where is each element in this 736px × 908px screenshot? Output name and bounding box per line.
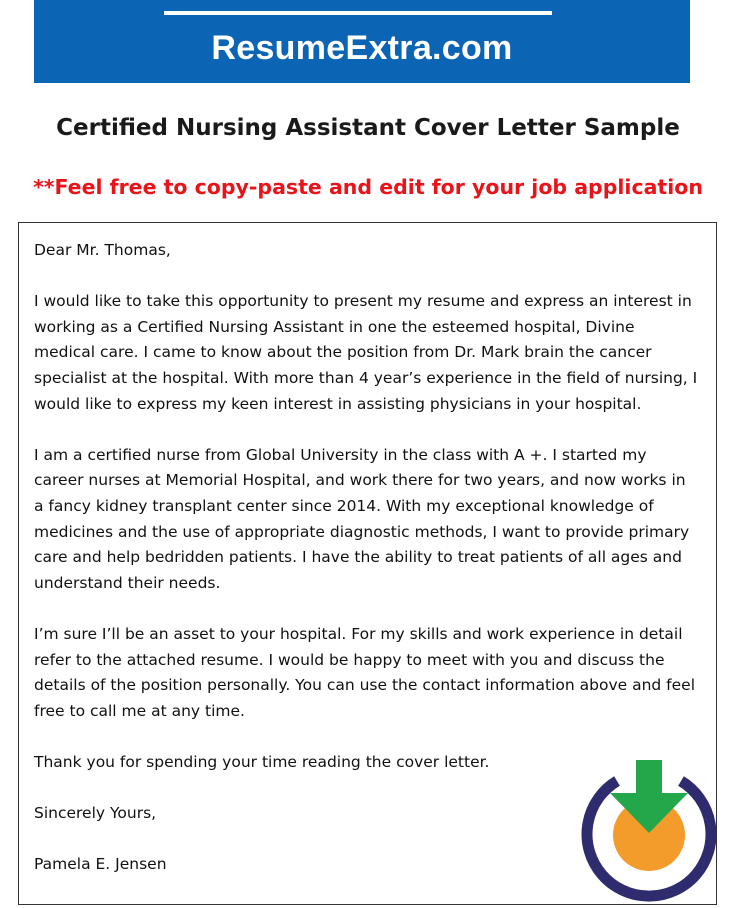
letter-closing: Sincerely Yours, [34,804,157,823]
letter-signature: Pamela E. Jensen [34,855,167,874]
page-subtitle: **Feel free to copy-paste and edit for your job application [33,175,703,199]
banner-divider [164,11,552,15]
page-title: Certified Nursing Assistant Cover Letter Sample [56,115,680,141]
letter-paragraph-3: I’m sure I’ll be an asset to your hospital. For my skills and work experience in detail refer to the attached resume. I would be happy to meet with you and discuss the details of the position personally. You can use the contact information above and feel free to call me at any time. [34,624,696,720]
download-icon[interactable] [581,757,717,905]
brand-banner [34,0,690,83]
brand-logo-text: ResumeExtra.com [211,29,513,67]
letter-paragraph-2: I am a certified nurse from Global University in the class with A +. I started my career nurses at Memorial Hospital, and work there for two years, and now works in a fancy kidney transplant center since 2014. With my exceptional knowledge of medicines and the use of appropriate diagnostic methods, I want to provide primary care and help bedridden patients. I have the ability to treat patients of all ages and understand their needs. [34,445,690,592]
letter-paragraph-1: I would like to take this opportunity to present my resume and express an interest in working as a Certified Nursing Assistant in one the esteemed hospital, Divine medical care. I came to know about the position from Dr. Mark brain the cancer specialist at the hospital. With more than 4 year’s experience in the field of nursing, I would like to express my keen interest in assisting physicians in your hospital. [34,292,698,413]
letter-salutation: Dear Mr. Thomas, [34,241,171,259]
letter-paragraph-4: Thank you for spending your time reading the cover letter. [34,752,490,771]
